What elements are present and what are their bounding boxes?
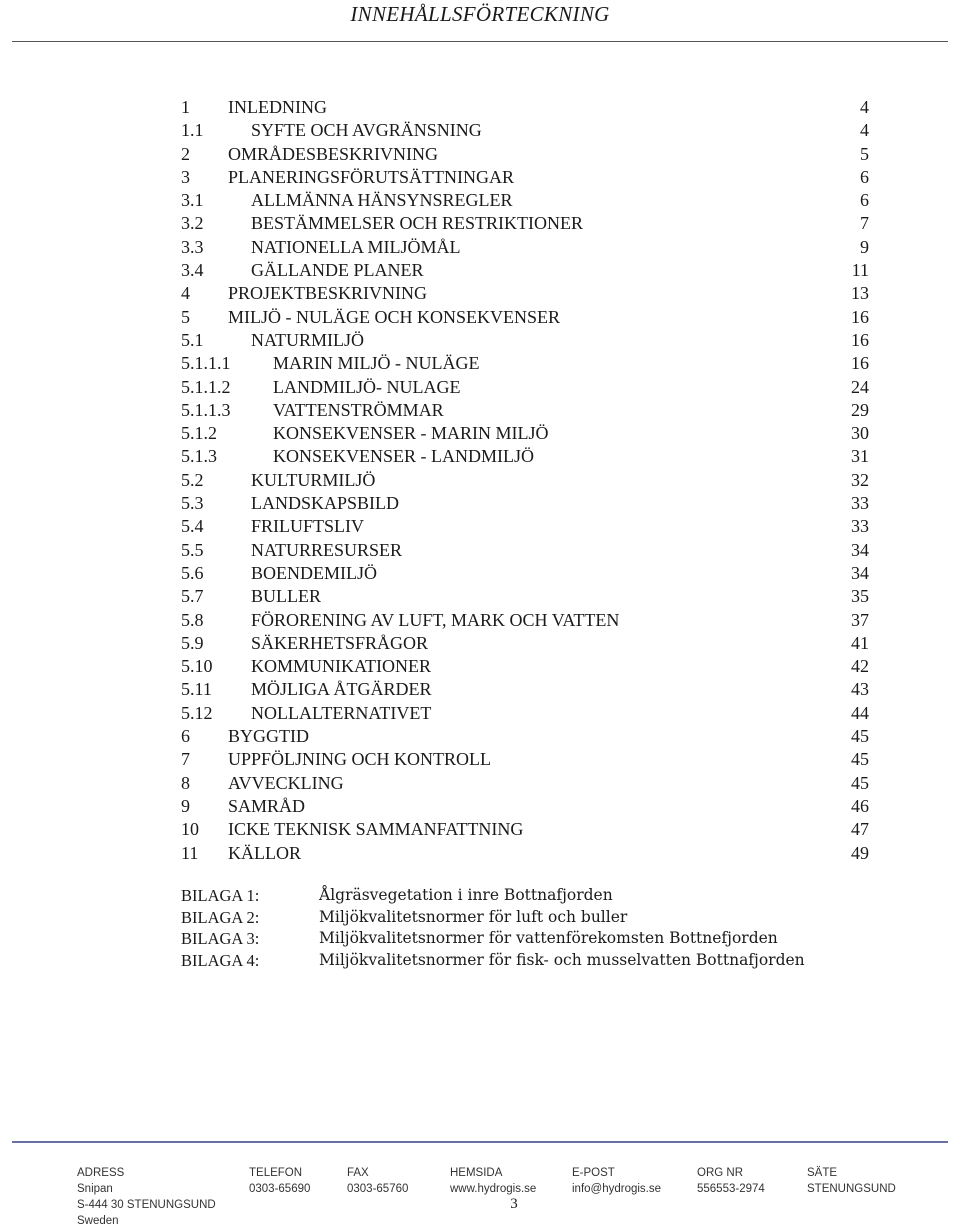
footer-org-value: 556553-2974 bbox=[697, 1183, 765, 1195]
toc-entry-number: 5.9 bbox=[181, 632, 204, 653]
footer-fax-value: 0303-65760 bbox=[347, 1183, 409, 1195]
toc-entry[interactable] bbox=[181, 678, 869, 701]
toc-entry-page: 9 bbox=[860, 236, 869, 257]
toc-entry-number: 3.2 bbox=[181, 213, 204, 234]
footer bbox=[0, 1160, 960, 1227]
toc-entry-title: BULLER bbox=[251, 586, 321, 607]
toc-entry[interactable] bbox=[181, 445, 869, 468]
toc-entry[interactable] bbox=[181, 352, 869, 375]
toc-entry[interactable] bbox=[181, 189, 869, 212]
footer-seat-value: STENUNGSUND bbox=[807, 1183, 896, 1195]
toc-entry-title: LANDMILJÖ- NULAGE bbox=[273, 376, 461, 397]
footer-website-heading: HEMSIDA bbox=[450, 1167, 503, 1179]
toc-entry-title: KÄLLOR bbox=[228, 842, 301, 863]
table-of-contents bbox=[181, 96, 869, 865]
appendix-title: Miljökvalitetsnormer för vattenförekomsten Bottnefjorden bbox=[319, 929, 778, 947]
toc-entry-title: INLEDNING bbox=[228, 97, 327, 117]
toc-entry[interactable] bbox=[181, 492, 869, 515]
toc-entry-title: KONSEKVENSER - LANDMILJÖ bbox=[273, 446, 534, 467]
toc-entry-page: 6 bbox=[860, 166, 869, 187]
toc-entry-page: 4 bbox=[860, 120, 869, 141]
toc-entry-title: FRILUFTSLIV bbox=[251, 516, 365, 537]
footer-phone-value: 0303-65690 bbox=[249, 1183, 311, 1195]
toc-entry-number: 3.4 bbox=[181, 260, 204, 281]
toc-entry-page: 13 bbox=[851, 283, 869, 304]
footer-fax bbox=[347, 1165, 408, 1197]
toc-entry-page: 16 bbox=[851, 353, 869, 374]
toc-entry-page: 46 bbox=[851, 795, 869, 816]
toc-entry-page: 24 bbox=[851, 376, 869, 397]
toc-entry[interactable] bbox=[181, 609, 869, 632]
toc-entry-number: 3.3 bbox=[181, 236, 204, 257]
toc-entry-number: 5.1.1.1 bbox=[181, 353, 231, 374]
footer-website bbox=[450, 1165, 536, 1197]
toc-entry-number: 5.1.1.2 bbox=[181, 376, 231, 397]
toc-entry-title: KOMMUNIKATIONER bbox=[251, 656, 431, 677]
toc-entry-page: 16 bbox=[851, 329, 869, 350]
toc-entry-page: 45 bbox=[851, 749, 869, 770]
toc-entry-title: BOENDEMILJÖ bbox=[251, 562, 377, 583]
footer-address-line: Sweden bbox=[77, 1215, 119, 1227]
toc-entry-number: 5 bbox=[181, 306, 190, 327]
toc-entry-page: 42 bbox=[851, 656, 869, 677]
toc-entry-number: 5.6 bbox=[181, 562, 204, 583]
toc-entry-page: 45 bbox=[851, 726, 869, 747]
toc-entry[interactable] bbox=[181, 772, 869, 795]
footer-org bbox=[697, 1165, 765, 1197]
toc-entry-number: 5.1 bbox=[181, 329, 204, 350]
footer-divider bbox=[12, 1141, 948, 1143]
toc-entry-title: PLANERINGSFÖRUTSÄTTNINGAR bbox=[228, 166, 515, 187]
toc-entry[interactable] bbox=[181, 306, 869, 329]
toc-entry[interactable] bbox=[181, 212, 869, 235]
toc-entry[interactable] bbox=[181, 469, 869, 492]
toc-entry-page: 37 bbox=[851, 609, 869, 630]
toc-entry[interactable] bbox=[181, 376, 869, 399]
appendix-entry bbox=[181, 928, 861, 950]
toc-entry-number: 6 bbox=[181, 726, 190, 747]
toc-entry-number: 5.5 bbox=[181, 539, 204, 560]
toc-entry-title: SYFTE OCH AVGRÄNSNING bbox=[251, 120, 482, 141]
toc-entry[interactable] bbox=[181, 166, 869, 189]
toc-entry-number: 8 bbox=[181, 772, 190, 793]
toc-entry[interactable] bbox=[181, 259, 869, 282]
toc-entry-title: NOLLALTERNATIVET bbox=[251, 702, 432, 723]
toc-entry-title: MÖJLIGA ÅTGÄRDER bbox=[251, 679, 432, 700]
toc-entry-page: 34 bbox=[851, 562, 869, 583]
footer-phone-heading: TELEFON bbox=[249, 1167, 303, 1179]
toc-entry-number: 5.7 bbox=[181, 586, 204, 607]
toc-entry-title: FÖRORENING AV LUFT, MARK OCH VATTEN bbox=[251, 609, 620, 630]
toc-entry-number: 5.3 bbox=[181, 493, 204, 514]
toc-entry-number: 4 bbox=[181, 283, 190, 304]
toc-entry[interactable] bbox=[181, 399, 869, 422]
appendix-entry bbox=[181, 950, 861, 972]
toc-entry-page: 45 bbox=[851, 772, 869, 793]
toc-entry-title: AVVECKLING bbox=[228, 772, 344, 793]
toc-entry-page: 5 bbox=[860, 143, 869, 164]
toc-entry[interactable] bbox=[181, 632, 869, 655]
footer-org-heading: ORG NR bbox=[697, 1167, 743, 1179]
toc-entry-number: 1 bbox=[181, 97, 190, 117]
toc-entry-page: 41 bbox=[851, 632, 869, 653]
toc-entry-page: 4 bbox=[860, 97, 869, 117]
appendix-label: BILAGA 4: bbox=[181, 950, 260, 970]
toc-entry[interactable] bbox=[181, 282, 869, 305]
toc-entry[interactable] bbox=[181, 515, 869, 538]
toc-entry[interactable] bbox=[181, 539, 869, 562]
toc-entry-title: UPPFÖLJNING OCH KONTROLL bbox=[228, 749, 492, 770]
footer-address-line: Snipan bbox=[77, 1183, 113, 1195]
footer-email-heading: E-POST bbox=[572, 1167, 615, 1179]
toc-entry-title: KONSEKVENSER - MARIN MILJÖ bbox=[273, 423, 549, 444]
toc-entry-number: 5.1.3 bbox=[181, 446, 217, 467]
footer-website-link[interactable]: www.hydrogis.se bbox=[450, 1183, 537, 1195]
toc-entry-title: MILJÖ - NULÄGE OCH KONSEKVENSER bbox=[228, 306, 560, 327]
toc-entry[interactable] bbox=[181, 655, 869, 678]
toc-entry-number: 3 bbox=[181, 166, 190, 187]
toc-entry-page: 6 bbox=[860, 190, 869, 211]
appendix-title: Ålgräsvegetation i inre Bottnafjorden bbox=[319, 886, 613, 904]
toc-entry-number: 11 bbox=[181, 842, 199, 863]
toc-entry[interactable] bbox=[181, 96, 869, 119]
toc-entry-page: 35 bbox=[851, 586, 869, 607]
toc-entry-number: 1.1 bbox=[181, 120, 204, 141]
toc-entry-page: 32 bbox=[851, 469, 869, 490]
footer-seat bbox=[807, 1165, 896, 1197]
appendix-label: BILAGA 3: bbox=[181, 929, 260, 948]
toc-entry[interactable] bbox=[181, 702, 869, 725]
toc-entry-page: 44 bbox=[851, 702, 869, 723]
toc-entry-title: OMRÅDESBESKRIVNING bbox=[228, 143, 439, 164]
toc-entry-page: 49 bbox=[851, 842, 869, 863]
toc-entry-page: 11 bbox=[851, 260, 869, 281]
toc-entry-number: 9 bbox=[181, 795, 190, 816]
toc-entry-page: 16 bbox=[851, 306, 869, 327]
toc-entry-number: 5.4 bbox=[181, 516, 204, 537]
appendix-title: Miljökvalitetsnormer för luft och buller bbox=[319, 907, 628, 926]
toc-entry[interactable] bbox=[181, 585, 869, 608]
toc-entry-title: BESTÄMMELSER OCH RESTRIKTIONER bbox=[251, 213, 584, 234]
toc-entry[interactable] bbox=[181, 562, 869, 585]
appendix-label: BILAGA 1: bbox=[181, 886, 260, 905]
toc-entry-number: 2 bbox=[181, 143, 190, 164]
toc-entry-title: PROJEKTBESKRIVNING bbox=[228, 283, 428, 304]
toc-entry[interactable] bbox=[181, 748, 869, 771]
footer-seat-heading: SÄTE bbox=[807, 1167, 838, 1179]
appendix-entry bbox=[181, 907, 861, 929]
appendix-list bbox=[181, 885, 861, 971]
toc-entry-number: 5.10 bbox=[181, 656, 213, 677]
toc-entry-title: GÄLLANDE PLANER bbox=[251, 260, 424, 281]
toc-entry-title: SÄKERHETSFRÅGOR bbox=[251, 632, 429, 653]
toc-entry-number: 5.1.1.3 bbox=[181, 399, 231, 420]
toc-entry-number: 3.1 bbox=[181, 190, 204, 211]
toc-entry-title: KULTURMILJÖ bbox=[251, 469, 376, 490]
toc-entry-title: NATURMILJÖ bbox=[251, 329, 365, 350]
toc-entry-page: 34 bbox=[851, 539, 869, 560]
toc-entry-title: ALLMÄNNA HÄNSYNSREGLER bbox=[251, 190, 513, 211]
toc-entry-title: VATTENSTRÖMMAR bbox=[273, 399, 444, 420]
footer-fax-heading: FAX bbox=[347, 1167, 369, 1179]
toc-entry-title: NATIONELLA MILJÖMÅL bbox=[251, 236, 461, 257]
toc-entry-title: ICKE TEKNISK SAMMANFATTNING bbox=[228, 819, 524, 840]
page-number: 3 bbox=[510, 1196, 518, 1212]
toc-entry-page: 7 bbox=[860, 213, 869, 234]
toc-entry-title: SAMRÅD bbox=[228, 795, 306, 816]
toc-entry-title: LANDSKAPSBILD bbox=[251, 493, 400, 514]
toc-entry[interactable] bbox=[181, 795, 869, 818]
toc-entry[interactable] bbox=[181, 842, 869, 865]
footer-address-line: S-444 30 STENUNGSUND bbox=[77, 1199, 216, 1211]
toc-entry-page: 43 bbox=[851, 679, 869, 700]
toc-entry[interactable] bbox=[181, 329, 869, 352]
toc-entry[interactable] bbox=[181, 119, 869, 142]
toc-entry-number: 5.12 bbox=[181, 702, 213, 723]
appendix-label: BILAGA 2: bbox=[181, 907, 260, 927]
toc-entry-page: 33 bbox=[851, 493, 869, 514]
toc-entry-number: 5.11 bbox=[181, 679, 212, 700]
toc-entry-page: 33 bbox=[851, 516, 869, 537]
toc-entry-number: 5.1.2 bbox=[181, 423, 217, 444]
footer-email-link[interactable]: info@hydrogis.se bbox=[572, 1183, 662, 1195]
toc-entry-number: 7 bbox=[181, 749, 190, 770]
toc-entry-page: 30 bbox=[851, 423, 869, 444]
toc-entry-number: 5.8 bbox=[181, 609, 204, 630]
toc-entry-number: 10 bbox=[181, 819, 199, 840]
footer-address-heading: ADRESS bbox=[77, 1167, 125, 1179]
toc-entry-title: BYGGTID bbox=[228, 726, 309, 747]
toc-entry[interactable] bbox=[181, 725, 869, 748]
header-divider bbox=[12, 41, 948, 42]
footer-email bbox=[572, 1165, 661, 1197]
toc-entry[interactable] bbox=[181, 236, 869, 259]
toc-entry-number: 5.2 bbox=[181, 469, 204, 490]
toc-entry[interactable] bbox=[181, 422, 869, 445]
toc-entry-title: MARIN MILJÖ - NULÄGE bbox=[273, 353, 480, 374]
appendix-entry bbox=[181, 885, 861, 907]
appendix-title: Miljökvalitetsnormer för fisk- och musselvatten Bottnafjorden bbox=[319, 950, 805, 969]
toc-entry[interactable] bbox=[181, 143, 869, 166]
footer-phone bbox=[249, 1165, 310, 1197]
page-title: INNEHÅLLSFÖRTECKNING bbox=[350, 2, 610, 26]
toc-entry-page: 29 bbox=[851, 399, 869, 420]
toc-entry-page: 31 bbox=[851, 446, 869, 467]
toc-entry-title: NATURRESURSER bbox=[251, 539, 403, 560]
toc-entry-page: 47 bbox=[851, 819, 869, 840]
toc-entry[interactable] bbox=[181, 818, 869, 841]
